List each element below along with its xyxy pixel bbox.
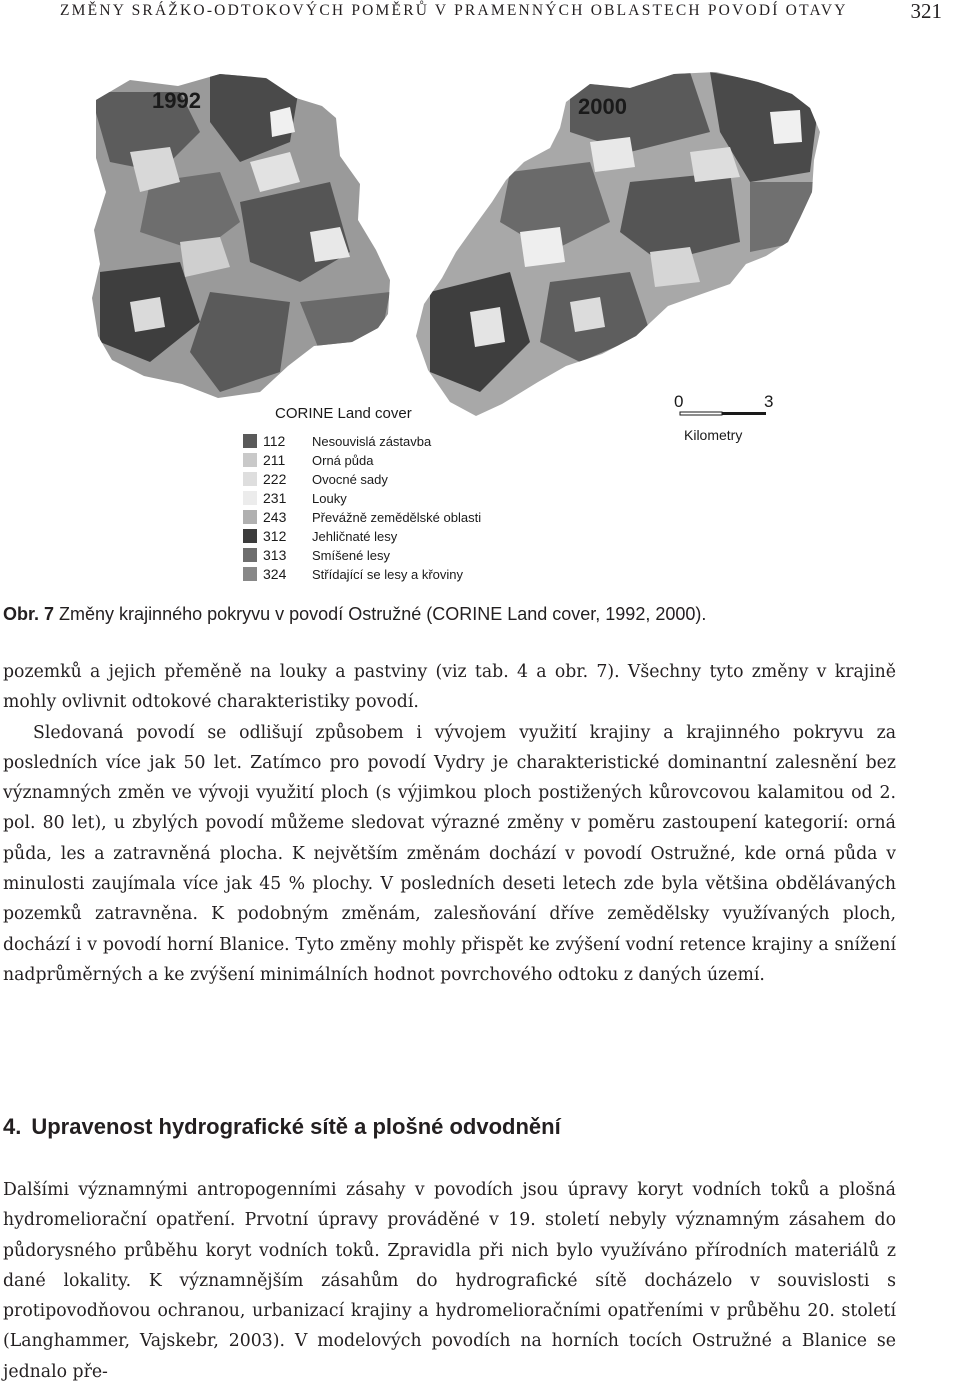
- legend-swatch: [243, 548, 257, 562]
- legend-code: 222: [263, 471, 287, 487]
- legend-item: [243, 528, 398, 544]
- legend-swatch: [243, 472, 257, 486]
- legend-code: 313: [263, 547, 287, 563]
- legend-code: 112: [263, 433, 286, 449]
- legend-code: 312: [263, 528, 287, 544]
- body-text-lower: [3, 1175, 896, 1387]
- legend-item: [243, 490, 347, 506]
- legend-label: Převážně zemědělské oblasti: [312, 510, 482, 525]
- legend-item: [243, 433, 432, 449]
- legend-code: 211: [263, 452, 286, 468]
- page-number: 321: [910, 0, 942, 23]
- map-legend: [243, 405, 481, 582]
- legend-swatch: [243, 434, 257, 448]
- caption-text: Změny krajinného pokryvu v povodí Ostružné (CORINE Land cover, 1992, 2000).: [59, 604, 707, 624]
- scale-segment-a: [680, 412, 722, 415]
- legend-label: Louky: [312, 491, 347, 506]
- legend-item: [243, 547, 391, 563]
- legend-code: 324: [263, 566, 287, 582]
- section-title: Upravenost hydrografické sítě a plošné odvodnění: [31, 1114, 561, 1139]
- legend-item: [243, 452, 374, 468]
- section-number: 4.: [3, 1114, 22, 1139]
- scale-end: 3: [764, 392, 774, 411]
- running-title: ZMĚNY SRÁŽKO-ODTOKOVÝCH POMĚRŮ V PRAMENNÝCH OBLASTECH POVODÍ OTAVY: [60, 2, 848, 19]
- map-2000-year: 2000: [578, 94, 627, 119]
- legend-swatch: [243, 453, 257, 467]
- map-1992: [90, 72, 390, 398]
- legend-swatch: [243, 510, 257, 524]
- scale-start: 0: [674, 392, 684, 411]
- legend-item: [243, 566, 463, 582]
- legend-item: [243, 509, 481, 525]
- caption-label: Obr. 7: [3, 604, 55, 624]
- legend-entries: [243, 433, 481, 582]
- legend-label: Střídající se lesy a křoviny: [312, 567, 463, 582]
- legend-swatch: [243, 529, 257, 543]
- legend-swatch: [243, 491, 257, 505]
- legend-title: CORINE Land cover: [275, 405, 412, 422]
- map-1992-year: 1992: [152, 88, 201, 113]
- scale-bar: [674, 392, 773, 443]
- legend-label: Nesouvislá zástavba: [312, 434, 432, 449]
- legend-label: Jehličnaté lesy: [312, 529, 398, 544]
- legend-label: Smíšené lesy: [312, 548, 391, 563]
- paragraph: Dalšími významnými antropogenními zásahy v povodích jsou úpravy koryt vodních toků a plošná hydromeliorační opatření. Prvotní úpravy prováděné v 19. století nebyly významným zásahem do půdorysného průběhu koryt vodních toků. Zpravidla při nich bylo využíváno přírodních materiálů z dané lokality. K významnějším zásahům do hydrografické sítě docházelo v souvislosti s protipovodňovou ochranou, urbanizací krajiny a hydromelioračními opatřeními v průběhu 20. století (Langhammer, Vajskebr, 2003). V modelových povodích na horních tocích Ostružné a Blanice se jednalo pře-: [3, 1180, 896, 1382]
- paragraph: Sledovaná povodí se odlišují způsobem i vývojem využití krajiny a krajinného pokryvu za posledních více jak 50 let. Zatímco pro povodí Vydry je charakteristické dominantní zalesnění bez významných změn ve vývoji využití ploch (s výjimkou ploch postižených kůrovcovou kalamitou od 2. pol. 80 let), u zbylých povodí můžeme sledovat výrazné změny v poměru zastoupení kategorií: orná půda, les a zatravněná plocha. K největším změnám dochází v povodí Ostružné, kde orná půda v minulosti zaujímala více jak 45 % plochy. V posledních deseti letech zde byla většina obdělávaných pozemků zatravněna. K podobným změnám, zalesňování dříve zemědělsky využívaných ploch, dochází i v povodí horní Blanice. Tyto změny mohly přispět ke zvýšení vodní retence krajiny a snížení nadprůměrných a ke zvýšení minimálních hodnot povrchového odtoku z daných území.: [3, 722, 896, 985]
- paragraph: pozemků a jejich přeměně na louky a pastviny (viz tab. 4 a obr. 7). Všechny tyto změny v krajině mohly ovlivnit odtokové charakteristiky povodí.: [3, 662, 896, 713]
- body-text-upper: [3, 657, 896, 990]
- legend-item: [243, 471, 388, 487]
- legend-code: 231: [263, 490, 287, 506]
- figure-caption: [3, 600, 953, 628]
- land-cover-maps: [90, 52, 830, 592]
- legend-label: Ovocné sady: [312, 472, 388, 487]
- scale-segment-b: [722, 412, 766, 415]
- legend-code: 243: [263, 509, 287, 525]
- scale-unit: Kilometry: [684, 427, 743, 443]
- legend-swatch: [243, 567, 257, 581]
- map-2000: [416, 72, 820, 416]
- legend-label: Orná půda: [312, 453, 374, 468]
- land-cover-figure: [90, 52, 830, 592]
- section-heading: [3, 1114, 896, 1140]
- running-header: [60, 0, 950, 28]
